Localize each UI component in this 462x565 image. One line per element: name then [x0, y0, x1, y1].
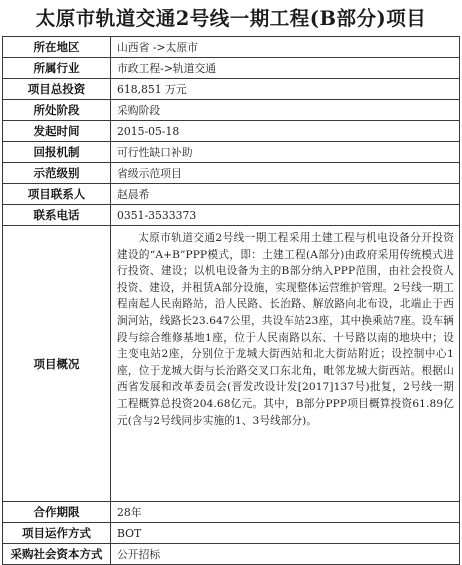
table-row-return-mechanism [3, 142, 460, 163]
launch-date-value: 2015-05-18 [111, 121, 460, 142]
stage-label: 所处阶段 [3, 100, 111, 121]
launch-date-label: 发起时间 [3, 121, 111, 142]
operation-mode-label: 项目运作方式 [3, 523, 111, 544]
cooperation-term-value: 28年 [111, 502, 460, 523]
table-row-region [3, 37, 460, 58]
operation-mode-value: BOT [111, 523, 460, 544]
table-row-cooperation-term [3, 502, 460, 523]
table-row-demo-level [3, 163, 460, 184]
total-investment-value: 618,851 万元 [111, 79, 460, 100]
return-mechanism-label: 回报机制 [3, 142, 111, 163]
table-row-procurement-method [3, 544, 460, 565]
industry-value: 市政工程->轨道交通 [111, 58, 460, 79]
procurement-method-value: 公开招标 [111, 544, 460, 565]
total-investment-label: 项目总投资 [3, 79, 111, 100]
project-info-table [2, 36, 460, 565]
region-value: 山西省 ->太原市 [111, 37, 460, 58]
table-row-stage [3, 100, 460, 121]
table-row-phone [3, 205, 460, 226]
table-row-overview [3, 226, 460, 502]
table-row-launch-date [3, 121, 460, 142]
industry-label: 所属行业 [3, 58, 111, 79]
region-label: 所在地区 [3, 37, 111, 58]
contact-person-value: 赵晨希 [111, 184, 460, 205]
overview-label: 项目概况 [3, 226, 111, 502]
overview-text: 太原市轨道交通2号线一期工程采用土建工程与机电设备分开投资建设的“A+B”PPP模式，即：土建工程(A部分)由政府采用传统模式进行投资、建设；以机电设备为主的B部分纳入PPP范围，由社会投资人投资、建设，并租赁A部分设施，实现整体运营维护管理。2号线一期工程南起人民南路站，沿人民路、长治路、解放路向北布设，北端止于西涧河站，线路长23.647公里，共设车站23座，其中换乘站7座。设车辆段与综合维修基地1座，位于人民南路以东、十号路以南的地块中；设主变电站2座，分别位于龙城大街西站和北大街站附近；设控制中心1座，位于龙城大街与长治路交叉口东北角，毗邻龙城大街西站。根据山西省发展和改革委员会(晋发改设计发[2017]137号)批复，2号线一期工程概算总投资204.68亿元。其中，B部分PPP项目概算投资61.89亿元(含与2号线同步实施的1、3号线部分)。 [111, 226, 460, 502]
table-row-total-investment [3, 79, 460, 100]
contact-person-label: 项目联系人 [3, 184, 111, 205]
phone-value: 0351-3533373 [111, 205, 460, 226]
project-info-sheet [2, 2, 460, 561]
demo-level-label: 示范级别 [3, 163, 111, 184]
phone-label: 联系电话 [3, 205, 111, 226]
return-mechanism-value: 可行性缺口补助 [111, 142, 460, 163]
table-row-contact-person [3, 184, 460, 205]
table-row-industry [3, 58, 460, 79]
procurement-method-label: 采购社会资本方式 [3, 544, 111, 565]
demo-level-value: 省级示范项目 [111, 163, 460, 184]
cooperation-term-label: 合作期限 [3, 502, 111, 523]
project-title: 太原市轨道交通2号线一期工程(B部分)项目 [35, 7, 427, 30]
table-row-operation-mode [3, 523, 460, 544]
stage-value: 采购阶段 [111, 100, 460, 121]
